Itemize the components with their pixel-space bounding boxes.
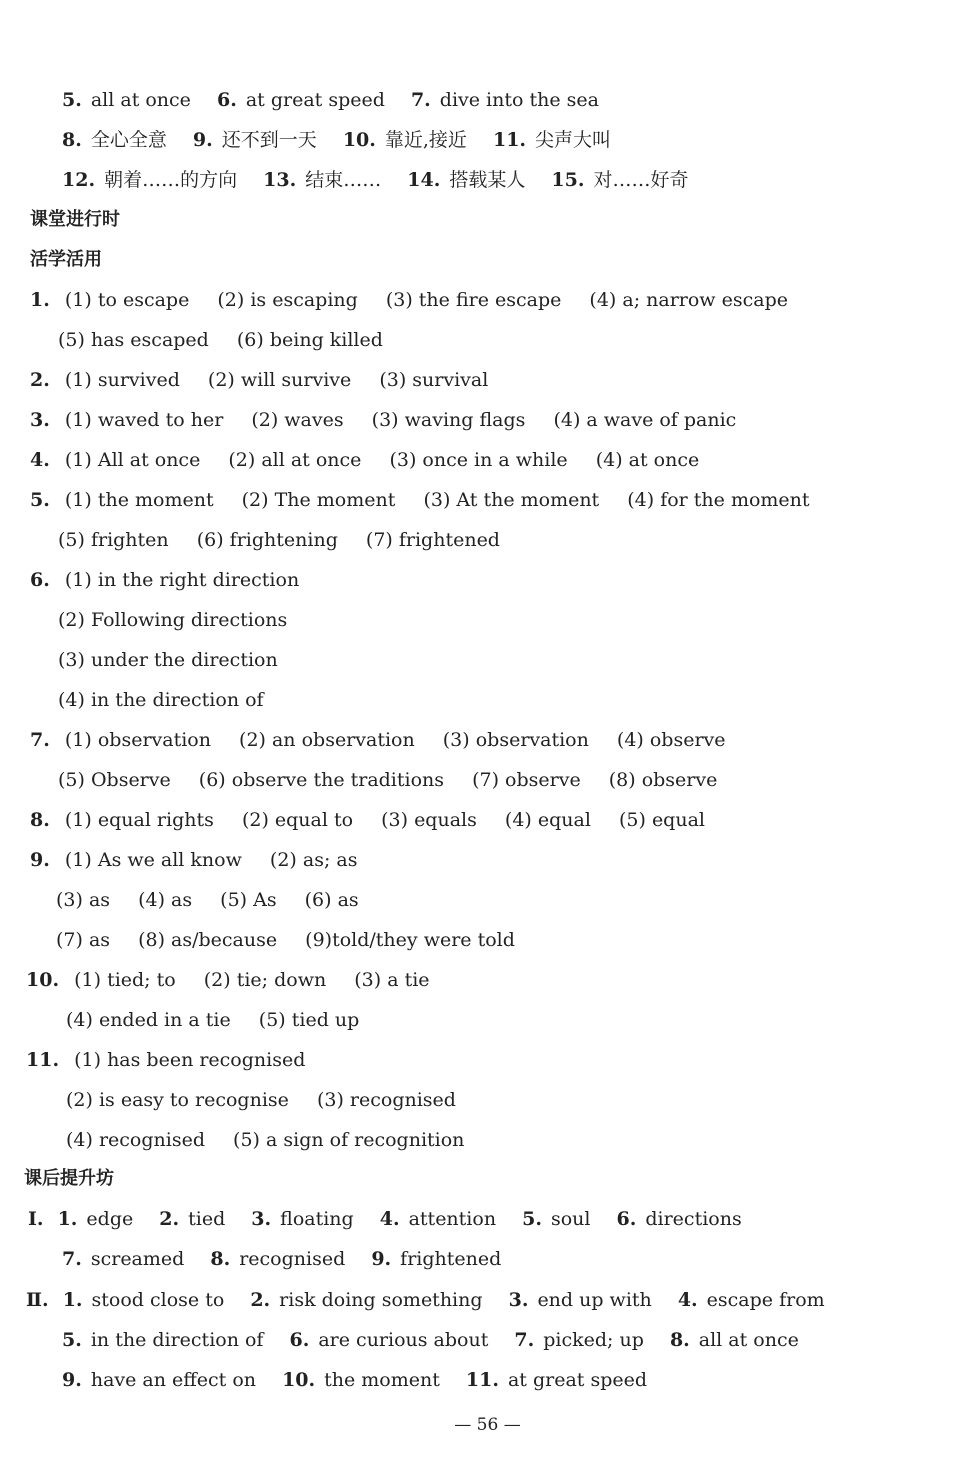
- answer-part: (6) observe the traditions: [198, 769, 445, 791]
- item-answer: at great speed: [507, 1369, 648, 1391]
- question-number: 11.: [26, 1049, 60, 1071]
- top-row-1: [62, 87, 619, 113]
- answer-part: (5) equal: [618, 809, 705, 831]
- question-9-line-1: [30, 847, 379, 873]
- answer-part: (2) is easy to recognise: [66, 1089, 289, 1111]
- answer-part: (2) as; as: [269, 849, 358, 871]
- item-answer: risk doing something: [279, 1289, 483, 1311]
- question-7-line-1: [30, 727, 748, 753]
- answer-part: (1) tied; to: [74, 969, 176, 991]
- item-number: 11.: [492, 129, 527, 151]
- item-number: 3.: [508, 1289, 529, 1311]
- section-heading-practice: 活学活用: [30, 249, 102, 270]
- question-number: 2.: [30, 369, 50, 391]
- item-number: 9.: [371, 1248, 392, 1270]
- item-number: 9.: [192, 129, 213, 151]
- answer-part: (1) has been recognised: [74, 1049, 306, 1071]
- item-answer: stood close to: [91, 1289, 225, 1311]
- question-8-line-1: [30, 807, 727, 833]
- question-1-line-2: [58, 327, 405, 353]
- item-answer: picked; up: [543, 1329, 644, 1351]
- item-number: 8.: [62, 129, 82, 151]
- question-2-line-1: [30, 367, 510, 393]
- answer-part: (3) as: [56, 889, 111, 911]
- item-number: 2.: [250, 1289, 271, 1311]
- answer-part: (1) observation: [64, 729, 211, 751]
- answer-part: (3) At the moment: [423, 489, 600, 511]
- item-answer: soul: [550, 1208, 591, 1230]
- item-answer: frightened: [400, 1248, 502, 1270]
- part-2-row-3: [62, 1367, 667, 1393]
- part-2-row-1: [26, 1287, 845, 1313]
- answer-part: (4) equal: [504, 809, 591, 831]
- top-row-3: [62, 167, 708, 193]
- answer-part: (4) a; narrow escape: [589, 289, 788, 311]
- item-answer: the moment: [324, 1369, 440, 1391]
- question-9-line-2: [56, 887, 381, 913]
- answer-part: (1) survived: [64, 369, 180, 391]
- item-answer: 对……好奇: [593, 169, 689, 191]
- item-number: 8.: [210, 1248, 231, 1270]
- item-answer: 靠近,接近: [384, 129, 467, 151]
- item-number: 1.: [57, 1208, 78, 1230]
- question-10-line-2: [66, 1007, 381, 1033]
- answer-part: (7) observe: [472, 769, 581, 791]
- item-number: 5.: [62, 89, 82, 111]
- answer-part: (1) in the right direction: [64, 569, 300, 591]
- answer-part: (3) a tie: [354, 969, 430, 991]
- question-3-line-1: [30, 407, 758, 433]
- item-answer: 结束……: [305, 169, 382, 191]
- item-answer: dive into the sea: [439, 89, 599, 111]
- answer-part: (3) the fire escape: [385, 289, 562, 311]
- question-7-line-2: [58, 767, 739, 793]
- answer-part: (1) As we all know: [64, 849, 242, 871]
- question-number: 8.: [30, 809, 50, 831]
- question-number: 5.: [30, 489, 50, 511]
- item-answer: 搭载某人: [449, 169, 526, 191]
- answer-part: (3) once in a while: [389, 449, 568, 471]
- item-number: 5.: [522, 1208, 542, 1230]
- item-answer: 朝着……的方向: [104, 169, 238, 191]
- item-answer: 尖声大叫: [535, 129, 612, 151]
- item-number: 3.: [251, 1208, 272, 1230]
- answer-part: (8) observe: [608, 769, 718, 791]
- item-answer: edge: [86, 1208, 134, 1230]
- part-1-row-1: [28, 1206, 762, 1232]
- answer-part: (2) all at once: [228, 449, 362, 471]
- answer-part: (4) as: [138, 889, 193, 911]
- question-number: 3.: [30, 409, 50, 431]
- part-numeral: Ⅰ.: [28, 1208, 44, 1230]
- question-number: 1.: [30, 289, 50, 311]
- item-answer: attention: [408, 1208, 497, 1230]
- question-5-line-2: [58, 527, 522, 553]
- question-11-line-1: [26, 1047, 327, 1073]
- top-row-2: [62, 127, 631, 153]
- question-number: 10.: [26, 969, 60, 991]
- answer-part: (2) waves: [251, 409, 344, 431]
- answer-part: (4) in the direction of: [58, 689, 264, 711]
- item-number: 2.: [159, 1208, 180, 1230]
- item-answer: all at once: [90, 89, 191, 111]
- question-number: 9.: [30, 849, 50, 871]
- answer-part: (5) frighten: [58, 529, 169, 551]
- question-11-line-3: [66, 1127, 486, 1153]
- question-6-line-4: [58, 687, 286, 713]
- answer-part: (2) Following directions: [58, 609, 288, 631]
- item-number: 13.: [263, 169, 297, 191]
- answer-part: (1) to escape: [64, 289, 190, 311]
- item-number: 10.: [342, 129, 376, 151]
- item-answer: floating: [280, 1208, 354, 1230]
- answer-part: (3) survival: [379, 369, 489, 391]
- part-numeral: Ⅱ.: [26, 1289, 49, 1311]
- item-answer: in the direction of: [90, 1329, 264, 1351]
- answer-part: (9)told/they were told: [305, 929, 515, 951]
- answer-part: (3) under the direction: [58, 649, 278, 671]
- page-number: — 56 —: [454, 1415, 521, 1435]
- answer-part: (2) equal to: [241, 809, 354, 831]
- part-1-row-2: [62, 1246, 521, 1272]
- answer-part: (6) as: [304, 889, 359, 911]
- answer-part: (4) recognised: [66, 1129, 205, 1151]
- question-6-line-3: [58, 647, 300, 673]
- question-6-line-2: [58, 607, 309, 633]
- answer-part: (4) ended in a tie: [66, 1009, 231, 1031]
- item-number: 9.: [62, 1369, 82, 1391]
- answer-part: (3) waving flags: [371, 409, 526, 431]
- answer-part: (6) frightening: [196, 529, 338, 551]
- question-number: 7.: [30, 729, 50, 751]
- answer-part: (5) As: [220, 889, 277, 911]
- question-5-line-1: [30, 487, 832, 513]
- answer-part: (5) a sign of recognition: [233, 1129, 465, 1151]
- item-number: 4.: [379, 1208, 400, 1230]
- answer-part: (2) will survive: [207, 369, 352, 391]
- answer-part: (4) at once: [595, 449, 700, 471]
- item-answer: all at once: [698, 1329, 799, 1351]
- answer-part: (5) tied up: [258, 1009, 360, 1031]
- section-heading-after-class: 课后提升坊: [24, 1168, 114, 1189]
- item-number: 7.: [62, 1248, 82, 1270]
- answer-part: (6) being killed: [236, 329, 383, 351]
- item-answer: directions: [645, 1208, 742, 1230]
- answer-part: (2) The moment: [241, 489, 396, 511]
- item-number: 6.: [289, 1329, 310, 1351]
- item-number: 4.: [677, 1289, 698, 1311]
- item-answer: screamed: [90, 1248, 185, 1270]
- answer-part: (4) a wave of panic: [553, 409, 737, 431]
- item-number: 10.: [282, 1369, 316, 1391]
- item-number: 11.: [465, 1369, 499, 1391]
- item-answer: have an effect on: [90, 1369, 257, 1391]
- answer-part: (3) observation: [442, 729, 589, 751]
- answer-part: (7) frightened: [365, 529, 500, 551]
- answer-part: (5) Observe: [58, 769, 171, 791]
- answer-part: (2) tie; down: [203, 969, 327, 991]
- question-10-line-1: [26, 967, 452, 993]
- item-answer: at great speed: [245, 89, 385, 111]
- answer-part: (2) an observation: [239, 729, 415, 751]
- answer-part: (1) All at once: [64, 449, 201, 471]
- item-answer: recognised: [239, 1248, 346, 1270]
- answer-part: (5) has escaped: [58, 329, 209, 351]
- item-number: 12.: [62, 169, 96, 191]
- answer-part: (4) for the moment: [627, 489, 810, 511]
- item-number: 15.: [551, 169, 585, 191]
- item-number: 14.: [407, 169, 441, 191]
- item-number: 7.: [410, 89, 431, 111]
- item-number: 6.: [216, 89, 237, 111]
- item-number: 8.: [669, 1329, 690, 1351]
- answer-part: (2) is escaping: [217, 289, 358, 311]
- question-9-line-3: [56, 927, 537, 953]
- item-answer: end up with: [537, 1289, 652, 1311]
- item-answer: tied: [188, 1208, 226, 1230]
- item-answer: 全心全意: [90, 129, 167, 151]
- answer-part: (7) as: [56, 929, 111, 951]
- answer-part: (1) equal rights: [64, 809, 214, 831]
- section-heading-classroom: 课堂进行时: [30, 209, 120, 230]
- answer-part: (8) as/because: [138, 929, 278, 951]
- item-number: 1.: [62, 1289, 83, 1311]
- answer-part: (4) observe: [616, 729, 726, 751]
- question-1-line-1: [30, 287, 810, 313]
- question-4-line-1: [30, 447, 721, 473]
- answer-part: (1) the moment: [64, 489, 214, 511]
- question-6-line-1: [30, 567, 321, 593]
- answer-part: (3) equals: [381, 809, 477, 831]
- question-number: 6.: [30, 569, 50, 591]
- item-answer: are curious about: [318, 1329, 489, 1351]
- item-answer: 还不到一天: [221, 129, 317, 151]
- item-answer: escape from: [706, 1289, 825, 1311]
- answer-part: (1) waved to her: [64, 409, 224, 431]
- question-number: 4.: [30, 449, 50, 471]
- item-number: 5.: [62, 1329, 82, 1351]
- item-number: 7.: [514, 1329, 535, 1351]
- part-2-row-2: [62, 1327, 819, 1353]
- answer-part: (3) recognised: [316, 1089, 456, 1111]
- question-11-line-2: [66, 1087, 478, 1113]
- item-number: 6.: [616, 1208, 637, 1230]
